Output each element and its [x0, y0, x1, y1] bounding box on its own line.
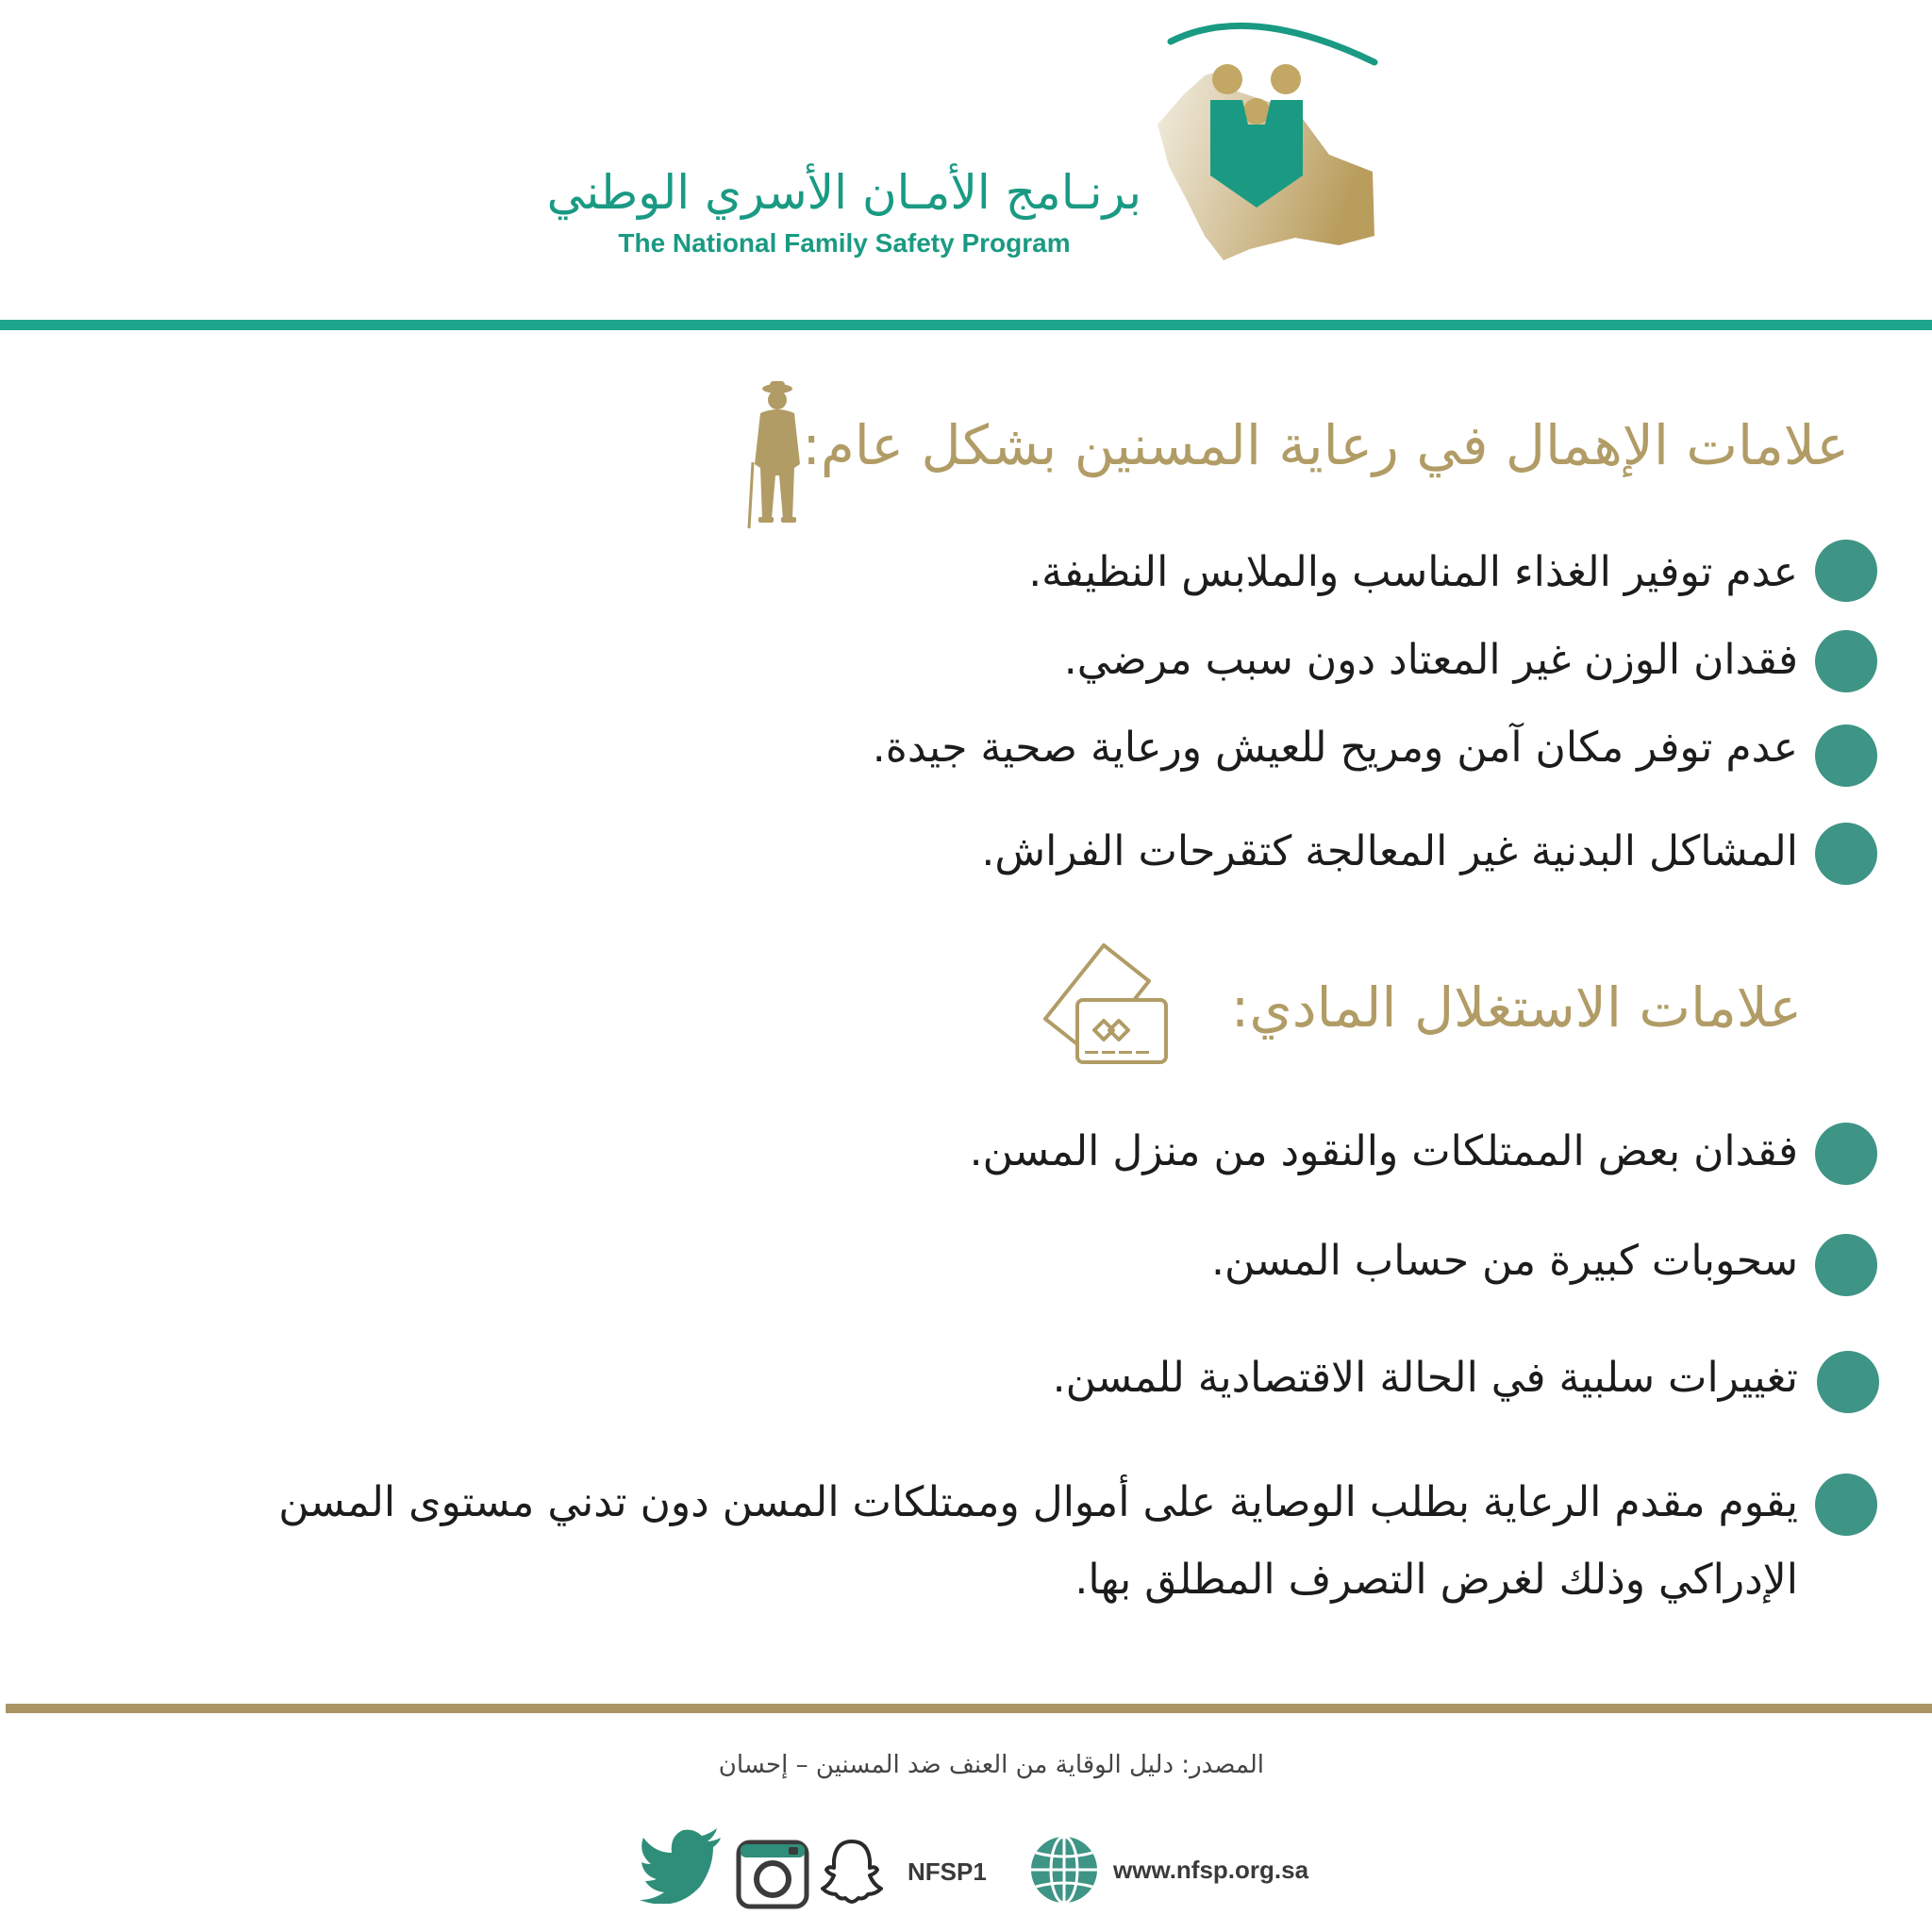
- program-logo: [1137, 13, 1382, 277]
- list-item: فقدان الوزن غير المعتاد دون سبب مرضي.: [1063, 636, 1798, 684]
- credit-card-icon: [1038, 940, 1179, 1072]
- twitter-icon[interactable]: [640, 1828, 724, 1904]
- social-handle: NFSP1: [908, 1857, 987, 1886]
- program-name-arabic: برنـامج الأمـان الأسري الوطني: [546, 165, 1141, 220]
- program-name-english: The National Family Safety Program: [618, 228, 1071, 258]
- bullet-dot: [1815, 1234, 1877, 1296]
- list-item: فقدان بعض الممتلكات والنقود من منزل المسن.: [969, 1127, 1798, 1175]
- bullet-dot: [1815, 823, 1877, 885]
- list-item: يقوم مقدم الرعاية بطلب الوصاية على أموال وممتلكات المسن دون تدني مستوى المسن الإدراكي وذلك لغرض التصرف المطلق بها.: [278, 1478, 1798, 1604]
- header-divider: [0, 320, 1932, 330]
- section-heading-neglect: علامات الإهمال في رعاية المسنين بشكل عام:: [802, 413, 1849, 477]
- list-item: عدم توفير الغذاء المناسب والملابس النظيفة.: [1028, 548, 1798, 596]
- bullet-dot: [1815, 630, 1877, 692]
- bullet-dot: [1817, 1351, 1879, 1413]
- bullet-dot: [1815, 1474, 1877, 1536]
- website-link[interactable]: www.nfsp.org.sa: [1113, 1856, 1309, 1884]
- list-item: المشاكل البدنية غير المعالجة كتقرحات الفراش.: [981, 827, 1798, 875]
- source-citation: المصدر: دليل الوقاية من العنف ضد المسنين – إحسان: [718, 1751, 1264, 1779]
- list-item: تغييرات سلبية في الحالة الاقتصادية للمسن.: [1052, 1354, 1798, 1402]
- snapchat-icon[interactable]: [821, 1838, 883, 1906]
- bullet-dot: [1815, 540, 1877, 602]
- footer-divider: [6, 1704, 1932, 1713]
- list-item: سحوبات كبيرة من حساب المسن.: [1211, 1237, 1798, 1285]
- globe-icon[interactable]: [1028, 1834, 1100, 1906]
- bullet-dot: [1815, 724, 1877, 787]
- section-heading-financial-exploitation: علامات الاستغلال المادي:: [1230, 975, 1802, 1040]
- list-item: عدم توفر مكان آمن ومريح للعيش ورعاية صحية جيدة.: [872, 724, 1798, 772]
- bullet-dot: [1815, 1123, 1877, 1185]
- instagram-icon[interactable]: [736, 1840, 809, 1909]
